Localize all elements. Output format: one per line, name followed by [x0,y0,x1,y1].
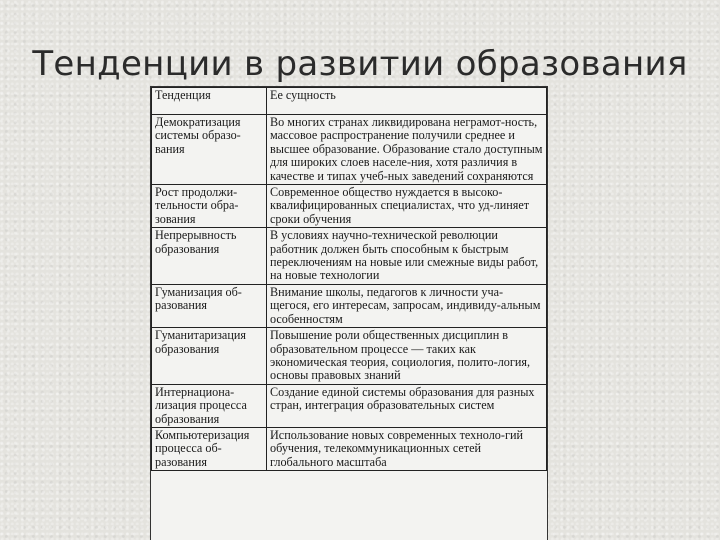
trends-table [151,87,547,471]
table-row [152,384,547,427]
essence-cell: Создание единой системы образования для разных стран, интеграция образовательных систем [267,384,547,427]
table-row [152,284,547,327]
slide-title: Тенденции в развитии образования [32,44,688,84]
trend-cell: Демократизация системы образо-вания [152,115,267,185]
table-row [152,115,547,185]
table-row [152,185,547,228]
header-essence: Ее сущность [267,88,547,115]
essence-cell: Во многих странах ликвидирована неграмот-ность, массовое распространение получили среднее и высшее образование. Образование стало доступным для широких слоев населе-ния, хотя различия в качестве и типах учеб-ных заведений сохраняются [267,115,547,185]
table-row [152,328,547,385]
trend-cell: Гуманизация об-разования [152,284,267,327]
trend-cell: Непрерывность образования [152,228,267,285]
essence-cell: Внимание школы, педагогов к личности уча-щегося, его интересам, запросам, индивиду-альным особенностям [267,284,547,327]
scanned-table-image [150,86,548,540]
table-row [152,427,547,470]
essence-cell: Использование новых современных техноло-гий обучения, телекоммуникационных сетей глобального масштаба [267,427,547,470]
trend-cell: Гуманитаризация образования [152,328,267,385]
essence-cell: Современное общество нуждается в высоко-квалифицированных специалистах, что уд-линяет сроки обучения [267,185,547,228]
trend-cell: Рост продолжи-тельности обра-зования [152,185,267,228]
trend-cell: Компьютеризация процесса об-разования [152,427,267,470]
essence-cell: Повышение роли общественных дисциплин в образовательном процессе — таких как экономическая теория, социология, полито-логия, основы правовых знаний [267,328,547,385]
table-row [152,228,547,285]
essence-cell: В условиях научно-технической революции работник должен быть способным к быстрым переключениям на новые или смежные виды работ, на новые технологии [267,228,547,285]
header-trend: Тенденция [152,88,267,115]
trend-cell: Интернациона-лизация процесса образования [152,384,267,427]
table-header-row [152,88,547,115]
